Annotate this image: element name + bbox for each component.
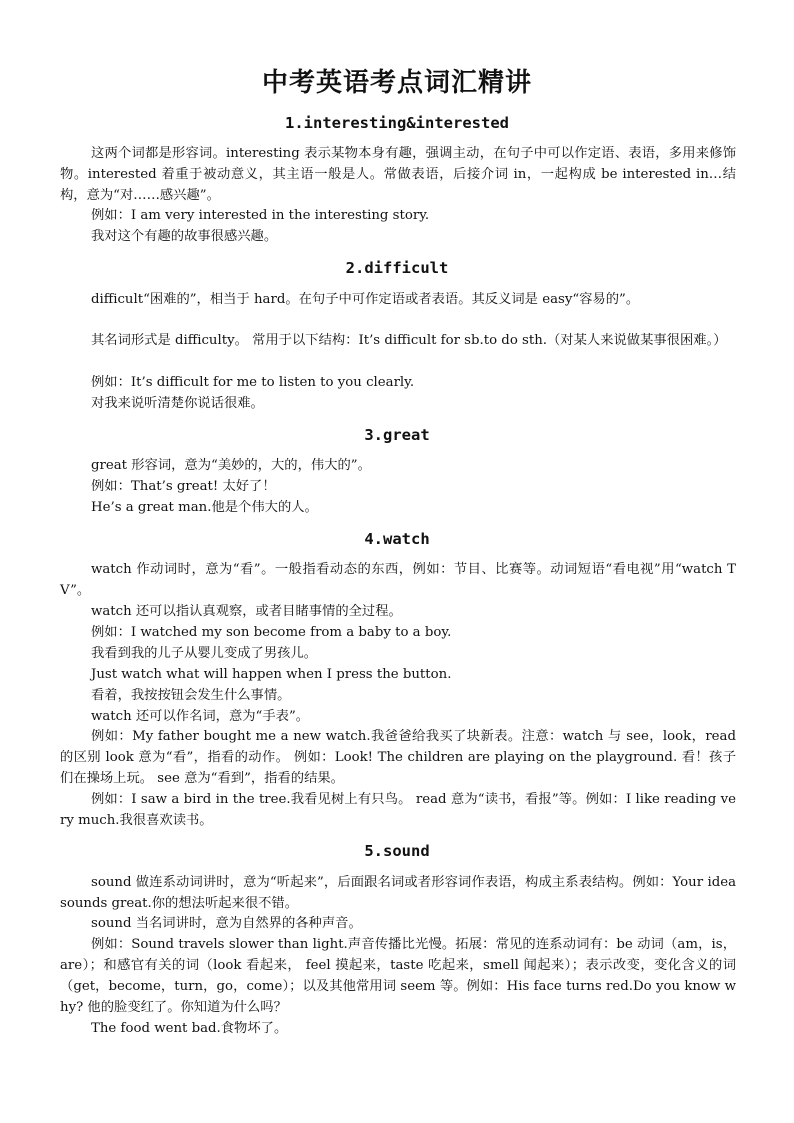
paragraph: 我对这个有趣的故事很感兴趣。 bbox=[91, 229, 278, 244]
section-heading-interesting: 1.interesting&interested bbox=[285, 114, 509, 132]
paragraph: 这两个词都是形容词。interesting 表示某物本身有趣，强调主动，在句子中可以作定语、表语，多用来修饰物。interested 着重于被动意义，其主语一般是人。常做表语，后接介词 in，一起构成 be interested in…结构，意为“对……感兴趣”。 bbox=[60, 146, 736, 203]
paragraph: 其名词形式是 difficulty。 常用于以下结构：It’s difficult for sb.to do sth.（对某人来说做某事很困难。） bbox=[91, 333, 727, 348]
paragraph: great 形容词，意为“美妙的，大的，伟大的”。 bbox=[91, 458, 371, 473]
paragraph: 例如：I watched my son become from a baby to a boy. bbox=[91, 625, 452, 640]
paragraph: watch 作动词时，意为“看”。一般指看动态的东西，例如：节目、比赛等。动词短语“看电视”用“watch TV”。 bbox=[60, 562, 736, 598]
paragraph: 例如：I am very interested in the interesting story. bbox=[91, 208, 430, 223]
section-heading-difficult: 2.difficult bbox=[345, 259, 449, 277]
paragraph: difficult“困难的”，相当于 hard。在句子中可作定语或者表语。其反义词是 easy“容易的”。 bbox=[91, 292, 640, 307]
paragraph: watch 还可以作名词，意为“手表”。 bbox=[91, 709, 310, 724]
paragraph: 对我来说听清楚你说话很难。 bbox=[91, 396, 264, 411]
paragraph: 例如：It’s difficult for me to listen to you clearly. bbox=[91, 375, 415, 390]
paragraph: 例如：I saw a bird in the tree.我看见树上有只鸟。 read 意为“读书，看报”等。例如：I like reading very much.我很喜欢读书。 bbox=[60, 792, 736, 828]
section-heading-watch: 4.watch bbox=[364, 530, 430, 548]
paragraph: 看着，我按按钮会发生什么事情。 bbox=[91, 688, 291, 703]
paragraph: 我看到我的儿子从婴儿变成了男孩儿。 bbox=[91, 646, 318, 661]
paragraph: 例如：That’s great! 太好了！ bbox=[91, 479, 276, 494]
paragraph: Just watch what will happen when I press the button. bbox=[91, 667, 452, 682]
paragraph: watch 还可以指认真观察，或者目睹事情的全过程。 bbox=[91, 604, 402, 619]
section-heading-sound: 5.sound bbox=[364, 842, 430, 860]
paragraph: He’s a great man.他是个伟大的人。 bbox=[91, 500, 318, 515]
paragraph: sound 做连系动词讲时，意为“听起来”，后面跟名词或者形容词作表语，构成主系表结构。例如：Your idea sounds great.你的想法听起来很不错。 bbox=[60, 875, 736, 911]
paragraph: 例如：Sound travels slower than light.声音传播比光慢。拓展：常见的连系动词有：be 动词（am，is，are）；和感官有关的词（look 看起来， feel 摸起来，taste 吃起来，smell 闻起来）；表示改变，变化含义的词（get，become，turn，go，come）；以及其他常用词 seem 等。例如：His face turns red.Do you know why? 他的脸变红了。你知道为什么吗？ bbox=[60, 937, 736, 1015]
document-title: 中考英语考点词汇精讲 bbox=[261, 68, 532, 98]
section-heading-great: 3.great bbox=[364, 426, 430, 444]
paragraph: sound 当名词讲时，意为自然界的各种声音。 bbox=[91, 916, 362, 931]
paragraph: The food went bad.食物坏了。 bbox=[91, 1021, 288, 1036]
paragraph: 例如：My father bought me a new watch.我爸爸给我买了块新表。注意：watch 与 see，look，read 的区别 look 意为“看”，指看的动作。 例如：Look! The children are playing on the playground. 看！孩子们在操场上玩。 see 意为“看到”，指看的结果。 bbox=[60, 729, 736, 786]
